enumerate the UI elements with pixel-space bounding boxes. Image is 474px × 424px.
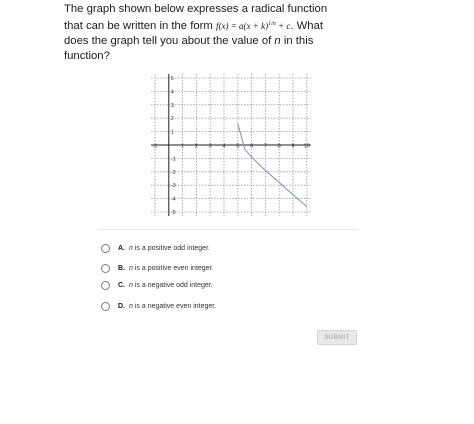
y-tick-label: 3 <box>170 102 174 109</box>
function-graph <box>147 70 310 220</box>
formula-main: f(x) = a(x + k) <box>215 21 269 31</box>
question-line-3-start: does the graph tell you about the value of <box>64 35 275 47</box>
choice-c-text <box>129 282 213 289</box>
formula-exponent: 1/n <box>268 21 276 27</box>
y-tick-label: 1 <box>170 129 174 136</box>
y-tick-label: 4 <box>170 89 174 96</box>
x-tick-label: 9 <box>291 143 295 150</box>
choice-b-var: n <box>129 264 133 272</box>
choice-b-text <box>129 265 213 272</box>
choice-c[interactable] <box>101 277 213 293</box>
choice-a[interactable] <box>101 240 210 256</box>
choice-a-var: n <box>129 244 133 252</box>
x-tick-label: -1 <box>152 143 158 150</box>
function-curve <box>238 124 307 207</box>
formula <box>216 21 290 31</box>
choice-d-var: n <box>129 302 133 310</box>
choice-d-radio[interactable] <box>101 302 110 311</box>
choice-c-radio[interactable] <box>101 281 110 290</box>
question-line-1: The graph shown below expresses a radical function <box>64 3 328 15</box>
choice-a-label: is a positive odd integer. <box>132 244 210 252</box>
x-tick-label: 10 <box>303 143 310 150</box>
choice-b[interactable] <box>101 260 213 276</box>
y-tick-label: -3 <box>170 183 176 190</box>
choice-d-letter: D. <box>118 302 125 310</box>
choice-d-label: is a negative even integer. <box>132 302 217 310</box>
x-tick-label: 7 <box>263 143 267 150</box>
choice-c-label: is a negative odd integer. <box>132 281 213 289</box>
choice-a-letter: A. <box>118 244 125 252</box>
submit-button[interactable]: SUBMIT <box>317 330 357 345</box>
choice-c-var: n <box>129 281 133 289</box>
question-var-n: n <box>274 35 281 47</box>
choice-c-letter: C. <box>118 281 125 289</box>
x-tick-label: 6 <box>250 143 254 150</box>
question-line-2-start: that can be written in the form <box>64 20 216 32</box>
question-line-2 <box>64 17 394 34</box>
question-line-3-end: in this <box>280 35 314 47</box>
question-line-2-end: . What <box>290 20 323 32</box>
y-tick-label: -5 <box>170 210 176 216</box>
formula-end: + c <box>275 21 291 31</box>
choice-b-letter: B. <box>118 264 125 272</box>
choice-a-text <box>129 245 210 252</box>
choice-d-text <box>129 303 216 310</box>
x-tick-label: 8 <box>277 143 281 150</box>
divider <box>98 229 358 230</box>
y-tick-label: -2 <box>170 169 176 176</box>
choice-a-radio[interactable] <box>101 244 110 253</box>
x-tick-label: 5 <box>236 143 240 150</box>
x-tick-label: 4 <box>222 143 226 150</box>
question-line-4: function? <box>64 50 110 62</box>
choice-b-radio[interactable] <box>101 264 110 273</box>
y-tick-label: -1 <box>170 156 176 163</box>
x-tick-label: 3 <box>208 143 212 150</box>
choice-b-label: is a positive even integer. <box>132 264 214 272</box>
question-text <box>64 2 394 64</box>
question-line-3 <box>64 34 394 49</box>
choice-d[interactable] <box>101 298 216 314</box>
y-tick-label: 5 <box>170 76 174 82</box>
x-tick-label: 1 <box>181 143 185 150</box>
x-tick-label: 2 <box>194 143 198 150</box>
y-tick-label: 2 <box>170 116 174 123</box>
y-tick-label: -4 <box>170 196 176 203</box>
